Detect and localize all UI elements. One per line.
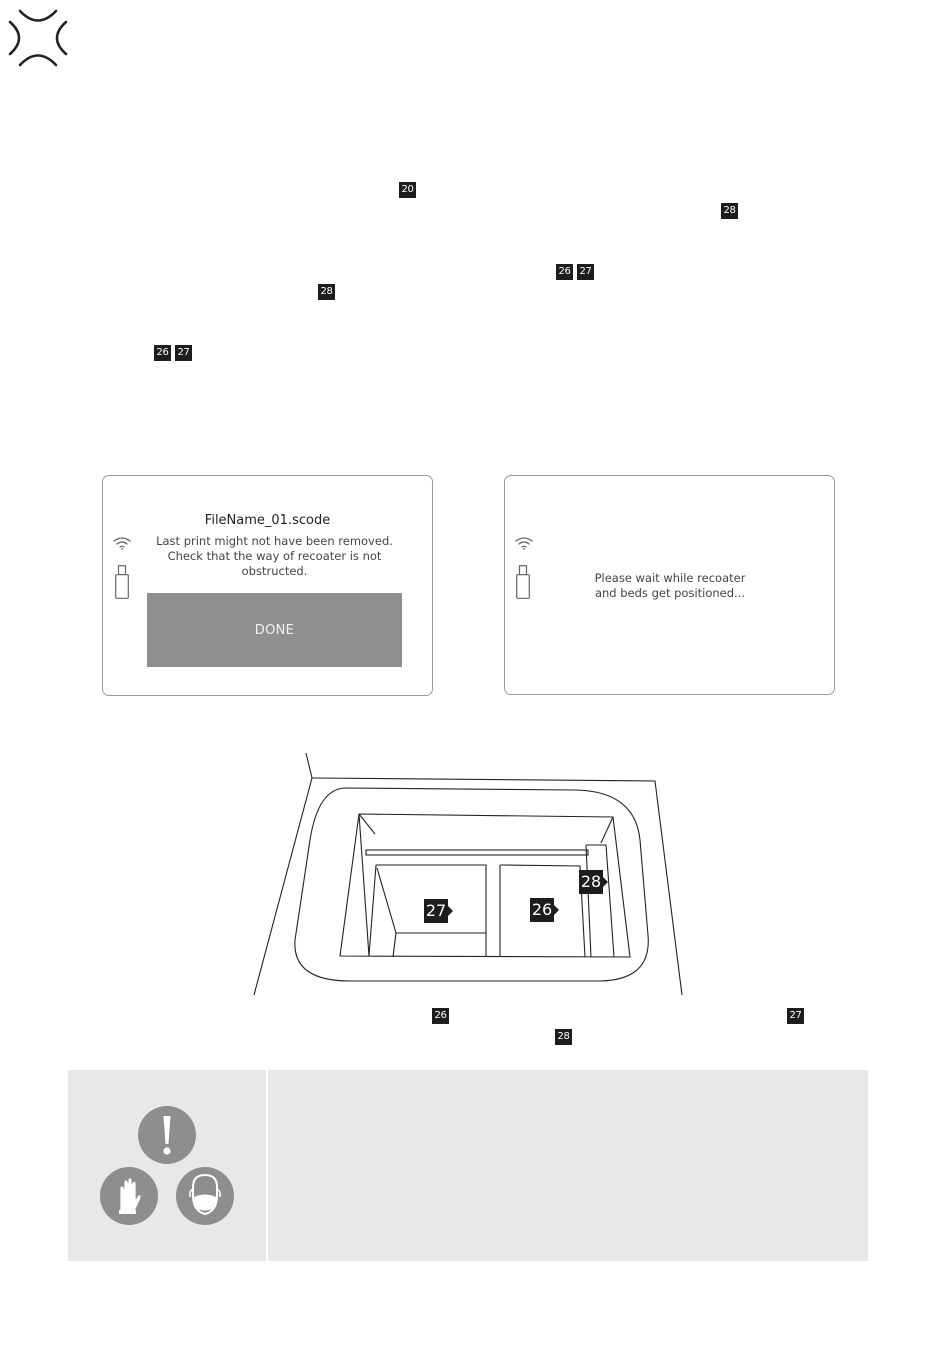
wifi-icon	[113, 536, 131, 550]
label-pointer-icon	[554, 905, 559, 915]
label-pointer-icon	[603, 877, 608, 887]
message-line: Please wait while recoater	[594, 571, 746, 585]
printer-screen-positioning	[504, 475, 835, 695]
diagram-label-26: 26	[530, 898, 554, 922]
usb-drive-icon	[115, 565, 129, 599]
message-line: obstructed.	[241, 564, 308, 578]
callout-badge-27: 27	[175, 345, 192, 361]
callout-badge-20: 20	[399, 182, 416, 198]
diagram-label-28: 28	[579, 870, 603, 894]
message-line: Check that the way of recoater is not	[167, 549, 382, 563]
wifi-icon	[515, 536, 533, 550]
callout-badge-28: 28	[318, 284, 335, 300]
exclamation-icon	[138, 1106, 196, 1164]
message-line: and beds get positioned...	[594, 586, 746, 600]
build-chamber-diagram	[240, 745, 700, 1005]
callout-badge-27: 27	[577, 264, 594, 280]
face-mask-icon	[176, 1167, 234, 1225]
callout-badge-28: 28	[721, 203, 738, 219]
x-mark-logo-icon	[8, 8, 68, 68]
safety-warning-panel	[68, 1070, 868, 1261]
waiting-message	[555, 571, 785, 601]
printer-screen-last-print-warning	[102, 475, 433, 696]
caption-callout-28: 28	[555, 1029, 572, 1045]
caption-callout-26: 26	[432, 1008, 449, 1024]
panel-divider	[266, 1070, 268, 1261]
callout-badge-26: 26	[154, 345, 171, 361]
gloves-icon	[100, 1167, 158, 1225]
done-button[interactable]: DONE	[147, 593, 402, 667]
diagram-label-27: 27	[424, 899, 448, 923]
usb-drive-icon	[516, 565, 530, 599]
callout-badge-26: 26	[556, 264, 573, 280]
label-pointer-icon	[448, 906, 453, 916]
caption-callout-27: 27	[787, 1008, 804, 1024]
warning-message	[147, 534, 402, 579]
file-name-label: FileName_01.scode	[204, 513, 331, 528]
message-line: Last print might not have been removed.	[156, 534, 393, 548]
